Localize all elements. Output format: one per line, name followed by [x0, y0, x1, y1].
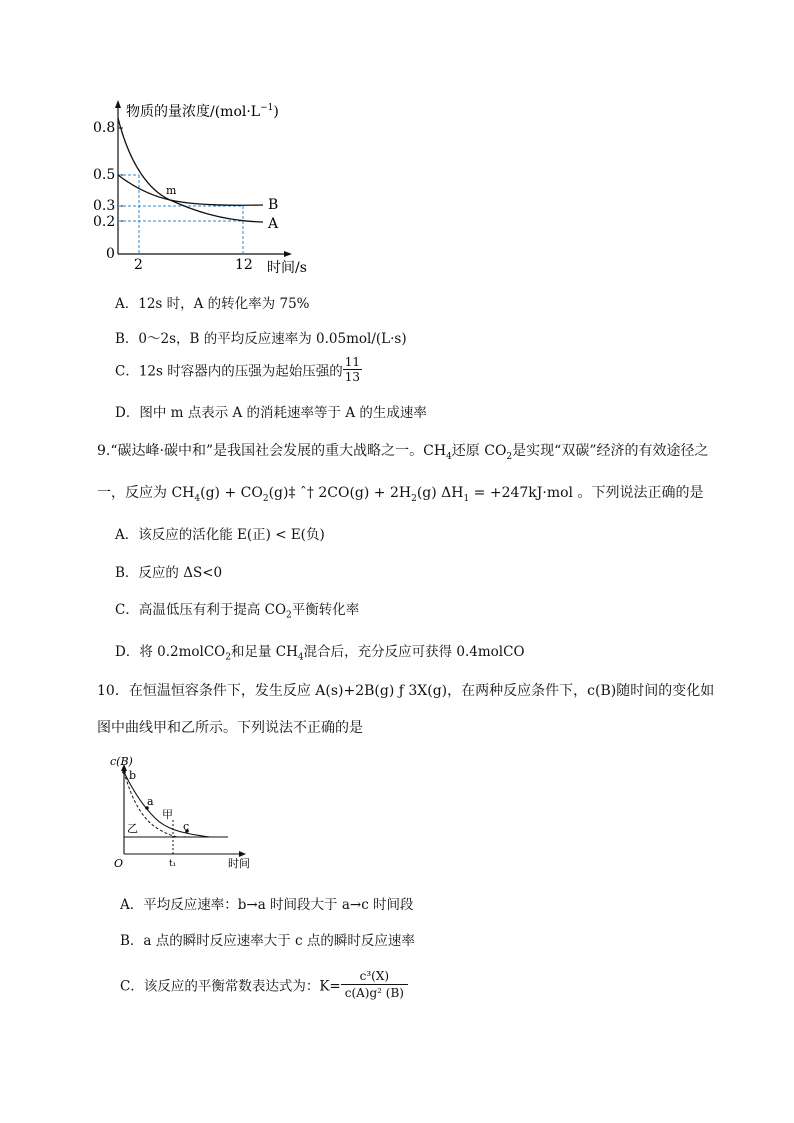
ytick-0-2: 0.2 — [93, 214, 116, 230]
b-label: b — [129, 769, 137, 782]
ytick-0-8: 0.8 — [93, 120, 116, 136]
q10-option-c: C．该反应的平衡常数表达式为：K= $\frac{\text{c³(X)}}{\text{c(A)g² (B)}}$ — [120, 968, 408, 1001]
x-axis-label: 时间 — [228, 857, 250, 870]
curve-B — [118, 175, 263, 205]
q9-option-a: A．该反应的活化能 E(正) < E(负) — [115, 527, 325, 543]
q9-stem-line1: 9.“碳达峰·碳中和”是我国社会发展的重大战略之一。$CH_4$还原 $CO_2$是实现“双碳”经济的有效途径之 — [97, 443, 709, 462]
q9-option-d: D．将 0.2molCO$_2$和足量 $CH_4$混合后，充分反应可获得 0.4molCO — [115, 644, 525, 663]
ytick-0: 0 — [106, 246, 115, 262]
point-m-label: m — [166, 184, 177, 197]
q10-option-a: A．平均反应速率：b→a 时间段大于 a→c 时间段 — [120, 897, 414, 913]
x-axis-arrow — [284, 251, 292, 257]
q10-stem-line1: 10．在恒温恒容条件下，发生反应 A(s)+2B(g) ƒ 3X(g)，在两种反应条件下，c(B)随时间的变化如 — [97, 683, 715, 699]
q9-option-c: C．高温低压有利于提高 $CO_2$平衡转化率 — [115, 602, 360, 621]
origin-label: O — [114, 857, 124, 870]
y-axis-label: 物质的量浓度$/(mol\cdot L^{-1})$ — [126, 103, 279, 120]
xtick-12: 12 — [235, 257, 253, 273]
curve-A-label: A — [268, 216, 279, 232]
cb-time-chart — [110, 750, 260, 875]
concentration-time-chart — [90, 96, 320, 276]
ytick-0-5: 0.5 — [93, 167, 116, 183]
q8-option-d: D．图中 m 点表示 A 的消耗速率等于 A 的生成速率 — [115, 405, 427, 421]
x-axis-label: 时间/s — [267, 260, 307, 276]
q8-option-c: C．12s 时容器内的压强为起始压强的 $\frac{11}{13}$ — [115, 355, 361, 384]
q9-stem-line2: 一，反应为 $CH_4(g)$ + $CO_2(g)\ddagger$ ˆ† $2CO(g) + 2H_2(g) \Delta H_1 = +247kJ\cdot mol$ 。下列说法正确的是 — [97, 485, 704, 504]
jia-label: 甲 — [162, 808, 173, 821]
c-label: c — [183, 820, 190, 833]
xtick-2: 2 — [134, 257, 143, 273]
q10-stem-line2: 图中曲线甲和乙所示。下列说法不正确的是 — [97, 720, 363, 736]
a-label: a — [147, 795, 154, 808]
yi-label: 乙 — [127, 822, 138, 835]
q10-c-fraction: $\frac{\text{c³(X)}}{\text{c(A)g² (B)}}$ — [341, 968, 408, 1001]
q10-option-b: B．a 点的瞬时反应速率大于 c 点的瞬时反应速率 — [120, 933, 415, 949]
q8-c-fraction: $\frac{11}{13}$ — [344, 355, 361, 384]
curve-B-label: B — [268, 197, 279, 213]
point-b — [122, 770, 126, 774]
q9-option-b: B．反应的 ΔS<0 — [115, 565, 223, 581]
ytick-0-3: 0.3 — [93, 198, 116, 214]
q8-option-a: A．12s 时，A 的转化率为 75% — [115, 296, 310, 312]
y-axis-arrow — [115, 100, 121, 108]
q8-option-b: B．0～2s，B 的平均反应速率为 0.05mol/(L·s) — [115, 331, 407, 347]
y-axis-label: c(B) — [110, 755, 133, 768]
t1-label: t₁ — [169, 859, 177, 869]
